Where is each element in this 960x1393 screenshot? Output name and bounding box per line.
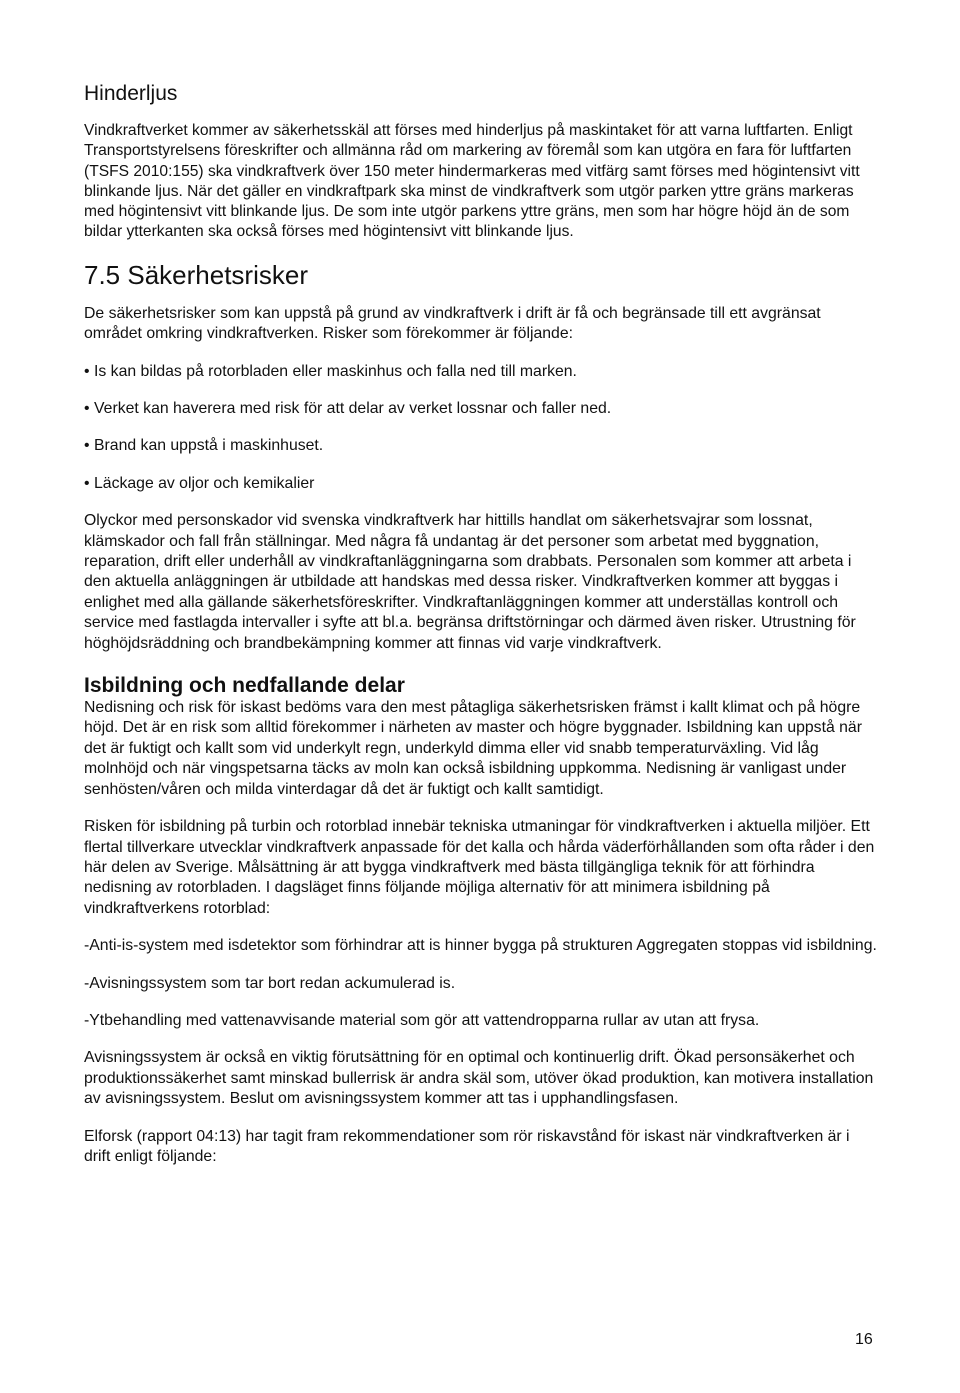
paragraph-hinderljus: Vindkraftverket kommer av säkerhetsskäl att förses med hinderljus på maskintaket för att varna luftfarten. Enligt Transportstyrelsens föreskrifter och allmänna råd om markering av föremål som kan utgöra en fara för luftfarten (TSFS 2010:155) ska vindkraftverk över 150 meter hindermarkeras med vitfärg samt förses med högintensivt vitt blinkande ljus. När det gäller en vindkraftpark ska minst de vindkraftverk som utgör parken yttre gräns markeras med högintensivt vitt blinkande ljus. De som inte utgör parkens yttre gräns, men som har högre höjd än de som bildar ytterkanten ska också förses med högintensivt vitt blinkande ljus. xyxy=(84,122,860,241)
paragraph-alternative-1: -Anti-is-system med isdetektor som förhindrar att is hinner bygga på strukturen Aggregaten stoppas vid isbildning. xyxy=(84,937,877,955)
paragraph-accidents: Olyckor med personskador vid svenska vindkraftverk har hittills handlat om säkerhetsvajrar som lossnat, klämskador och fall från ställningar. Med några få undantag är det personer som arbetat med byggnation, reparation, drift eller underhåll av vindkraftanläggningarna som drabbats. Personalen som kommer att arbeta i den aktuella anläggningen är utbildade att handskas med dessa risker. Vindkraftverken kommer att byggas i enlighet med alla gällande säkerhetsföreskrifter. Vindkraftanläggningen kommer att underställas kontroll och service med fastlagda intervaller i syfte att bl.a. begränsa driftstörningar och därmed även risker. Utrustning för höghöjdsräddning och brandbekämpning kommer att finnas vid varje vindkraftverk. xyxy=(84,512,856,652)
bullet-icon: • xyxy=(84,400,90,417)
paragraph-isbildning-1: Nedisning och risk för iskast bedöms vara den mest påtagliga säkerhetsrisken främst i kallt klimat och på högre höjd. Det är en risk som alltid förekommer i närheten av master och högre byggnader. Isbildning kan uppstå när det är fuktigt och kallt som vid underkylt regn, underkyld dimma eller vid snabb temperaturväxling. Vid låg molnhöjd och när vingspetsarna täcks av moln kan också isbildning uppkomma. Nedisning är vanligast under senhösten/våren och milda vinterdagar då det är fuktigt och kallt samtidigt. xyxy=(84,699,862,798)
paragraph-alternative-3: -Ytbehandling med vattenavvisande material som gör att vattendropparna rullar av utan att frysa. xyxy=(84,1011,760,1029)
list-item-text: Läckage av oljor och kemikalier xyxy=(94,474,315,492)
list-item xyxy=(84,436,879,456)
risk-list xyxy=(84,362,879,495)
paragraph-risk-intro: De säkerhetsrisker som kan uppstå på grund av vindkraftverk i drift är få och begränsade till ett avgränsat området omkring vindkraftverken. Risker som förekommer är följande: xyxy=(84,304,821,343)
heading-sakerhetsrisker: 7.5 Säkerhetsrisker xyxy=(84,259,308,290)
list-item xyxy=(84,399,879,419)
list-item-text: Verket kan haverera med risk för att delar av verket lossnar och faller ned. xyxy=(94,400,612,417)
list-item xyxy=(84,362,879,382)
page-content xyxy=(84,82,879,1167)
heading-hinderljus: Hinderljus xyxy=(84,82,178,105)
bullet-icon: • xyxy=(84,474,90,492)
list-item-text: Is kan bildas på rotorbladen eller maskinhus och falla ned till marken. xyxy=(94,362,577,380)
page-number: 16 xyxy=(855,1331,873,1348)
heading-isbildning: Isbildning och nedfallande delar xyxy=(84,674,405,698)
list-item-text: Brand kan uppstå i maskinhuset. xyxy=(94,437,324,455)
paragraph-isbildning-4: Elforsk (rapport 04:13) har tagit fram rekommendationer som rör riskavstånd för iskast när vindkraftverken är i drift enligt följande: xyxy=(84,1127,850,1165)
list-item xyxy=(84,474,879,494)
paragraph-isbildning-3: Avisningssystem är också en viktig förutsättning för en optimal och kontinuerlig drift. Ökad personsäkerhet och produktionssäkerhet samt minskad bullerrisk är andra skäl som, utöver ökad produktion, kan motivera installation av avisningssystem. Beslut om avisningssystem kommer att tas i upphandlingsfasen. xyxy=(84,1049,874,1108)
bullet-icon: • xyxy=(84,362,90,380)
paragraph-isbildning-2: Risken för isbildning på turbin och rotorblad innebär tekniska utmaningar för vindkraftverken i aktuella miljöer. Ett flertal tillverkare utvecklar vindkraftverk anpassade för det kalla och hårda väderförhållanden som ofta råder i den här delen av Sverige. Målsättning är att bygga vindkraftverk med bästa tillgängliga teknik för att förhindra nedisning av rotorbladen. I dagsläget finns följande möjliga alternativ för att minimera isbildning på vindkraftverkens rotorblad: xyxy=(84,818,875,917)
bullet-icon: • xyxy=(84,437,90,455)
paragraph-alternative-2: -Avisningssystem som tar bort redan ackumulerad is. xyxy=(84,974,456,992)
